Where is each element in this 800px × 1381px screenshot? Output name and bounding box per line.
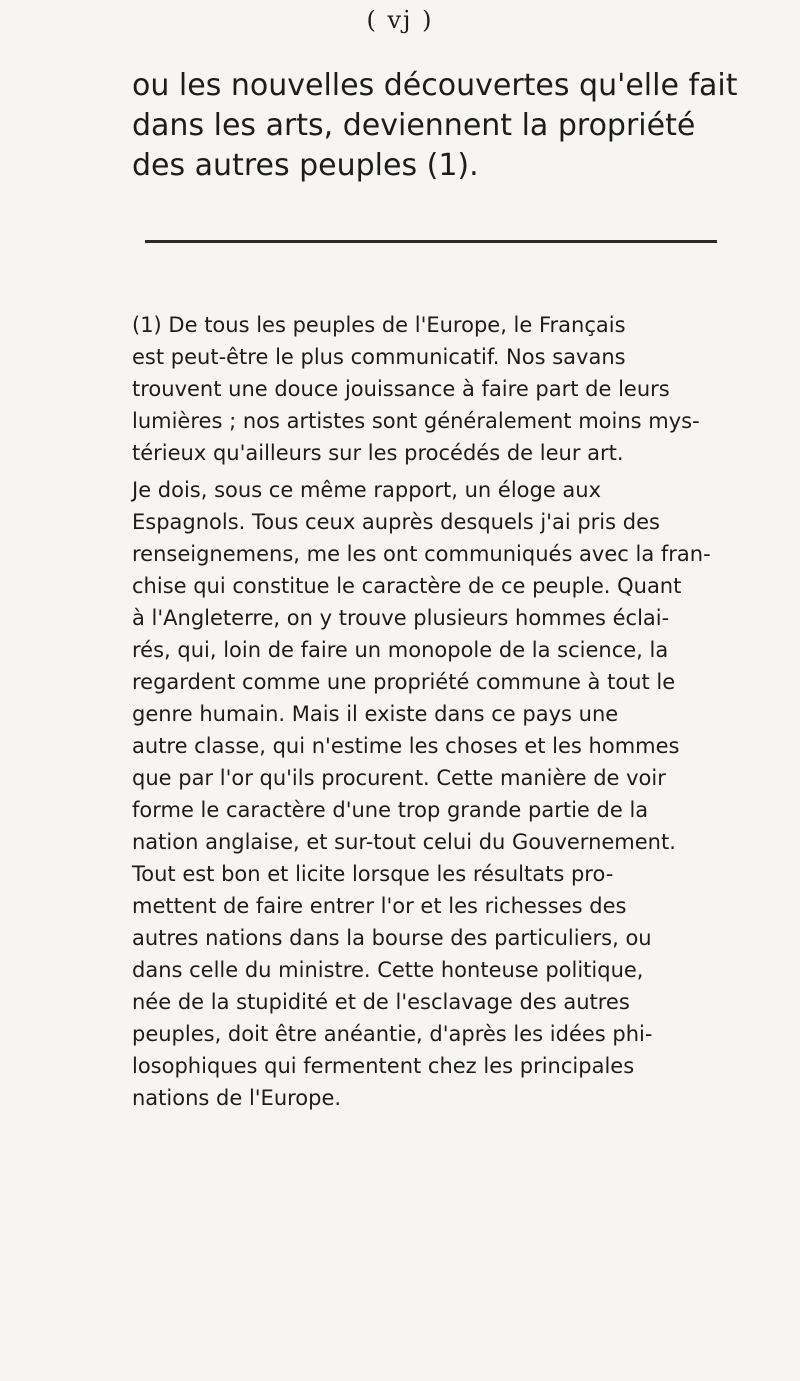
footnote-line: Espagnols. Tous ceux auprès desquels j'ai pris des: [132, 510, 660, 534]
footnote-line: lumières ; nos artistes sont généralement moins mys-: [132, 409, 700, 433]
footnote-line: regardent comme une propriété commune à tout le: [132, 670, 676, 694]
footnote-line: autre classe, qui n'estime les choses et les hommes: [132, 734, 680, 758]
footnote-line: que par l'or qu'ils procurent. Cette manière de voir: [132, 766, 666, 790]
main-text-line: dans les arts, deviennent la propriété: [132, 108, 696, 143]
footnote-line: est peut-être le plus communicatif. Nos savans: [132, 345, 626, 369]
footnote-line: rés, qui, loin de faire un monopole de la science, la: [132, 638, 669, 662]
footnote-line: née de la stupidité et de l'esclavage des autres: [132, 990, 630, 1014]
footnote-line: Je dois, sous ce même rapport, un éloge aux: [132, 478, 602, 502]
footnote-line: trouvent une douce jouissance à faire part de leurs: [132, 377, 670, 401]
footnote-line: dans celle du ministre. Cette honteuse politique,: [132, 958, 644, 982]
footnote-line: mettent de faire entrer l'or et les richesses des: [132, 894, 627, 918]
footnote-line: Tout est bon et licite lorsque les résultats pro-: [132, 862, 614, 886]
footnote-line: autres nations dans la bourse des particuliers, ou: [132, 926, 652, 950]
main-text-line: des autres peuples (1).: [132, 148, 479, 183]
main-text-line: ou les nouvelles découvertes qu'elle fait: [132, 68, 738, 103]
footnote-line: chise qui constitue le caractère de ce peuple. Quant: [132, 574, 682, 598]
footnote-line: à l'Angleterre, on y trouve plusieurs hommes éclai-: [132, 606, 670, 630]
footnote-line: nation anglaise, et sur-tout celui du Gouvernement.: [132, 830, 676, 854]
footnote-line: (1) De tous les peuples de l'Europe, le Français: [132, 313, 626, 337]
footnote-line: genre humain. Mais il existe dans ce pays une: [132, 702, 619, 726]
footnote-line: peuples, doit être anéantie, d'après les idées phi-: [132, 1022, 653, 1046]
footnote-line: forme le caractère d'une trop grande partie de la: [132, 798, 649, 822]
footnote-line: térieux qu'ailleurs sur les procédés de leur art.: [132, 441, 624, 465]
footnote-paragraph-1: [132, 309, 722, 469]
footnote-line: renseignemens, me les ont communiqués avec la fran-: [132, 542, 711, 566]
footnote-paragraph-2: [132, 474, 722, 1114]
page-number: ( vj ): [366, 6, 434, 34]
main-text: [132, 66, 738, 186]
footnote-separator-rule: [145, 240, 717, 243]
footnote-line: losophiques qui fermentent chez les principales: [132, 1054, 635, 1078]
footnote-line: nations de l'Europe.: [132, 1086, 342, 1110]
